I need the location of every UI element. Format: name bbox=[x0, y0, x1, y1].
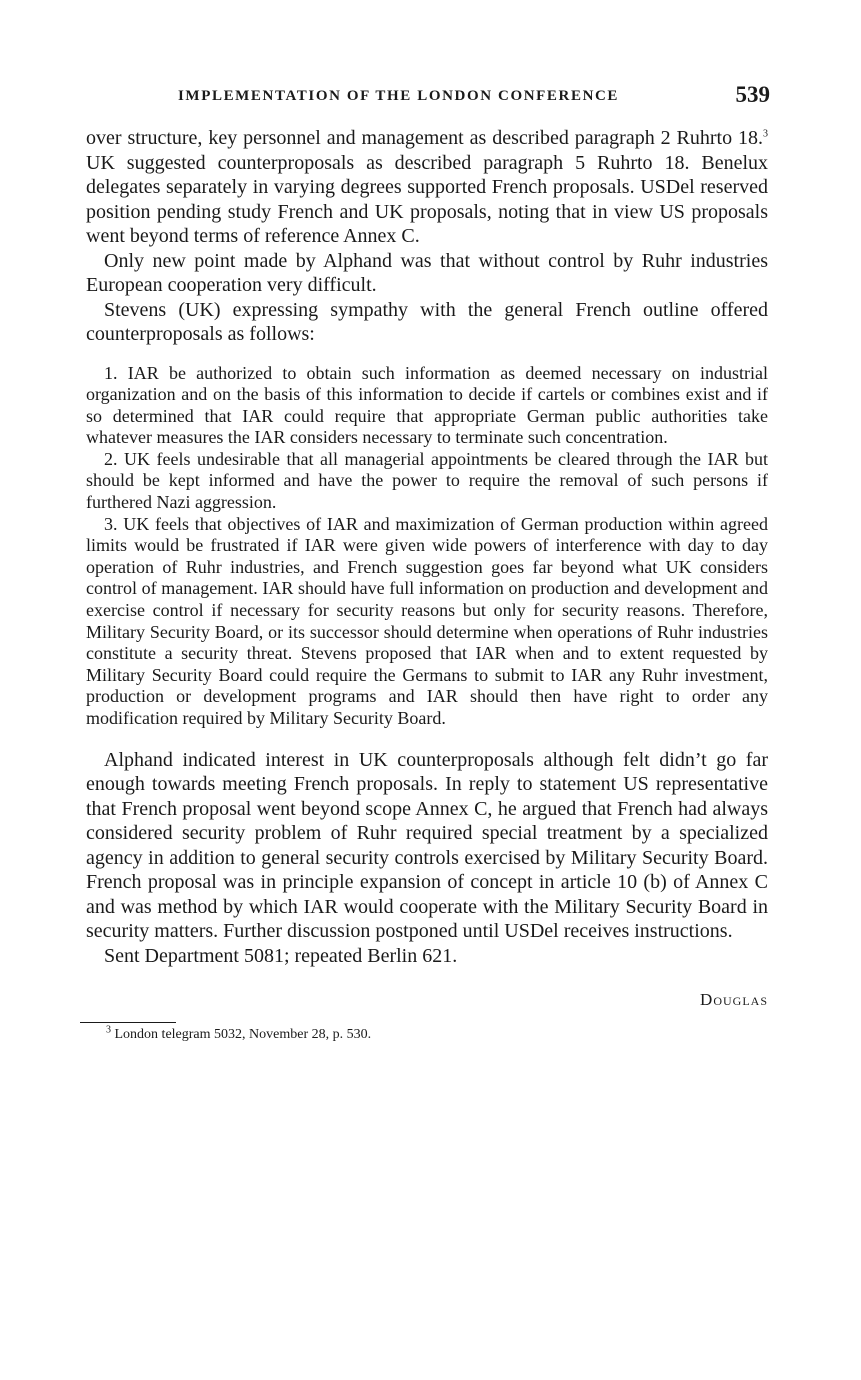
document-body bbox=[86, 126, 768, 1043]
page-header bbox=[84, 82, 774, 112]
counterproposal-item-3: 3. UK feels that objectives of IAR and maximization of German production within agreed limits would be frustrated if IAR were given wide powers of interference with day to day operation of Ruhr industries, and French suggestion goes far beyond what UK considers control of management. IAR should have full information on production and development and exercise control if necessary for security reasons but only for security reasons. Therefore, Military Security Board, or its successor should determine when operations of Ruhr industries constitute a security threat. Stevens proposed that IAR when and to extent requested by Military Security Board could require the Germans to submit to IAR any Ruhr investment, production or development programs and IAR should then have right to order any modification required by Military Security Board. bbox=[86, 513, 768, 728]
paragraph-1 bbox=[86, 126, 768, 249]
signature: Douglas bbox=[700, 990, 768, 1010]
counterproposal-item-2: 2. UK feels undesirable that all managerial appointments be cleared through the IAR but should be kept informed and have the power to require the removal of such persons if furthered Nazi aggression. bbox=[86, 448, 768, 513]
counterproposals-list bbox=[86, 363, 768, 730]
footnote-reference: 3 bbox=[763, 128, 768, 140]
page-number: 539 bbox=[735, 82, 770, 107]
paragraph-4: Alphand indicated interest in UK counterproposals although felt didn’t go far enough towards meeting French proposals. In reply to statement US representative that French proposal went beyond scope Annex C, he argued that French had always considered security problem of Ruhr required special treatment by a specialized agency in addition to general security controls exercised by Military Security Board. French proposal was in principle expansion of concept in article 10 (b) of Annex C and was method by which IAR would cooperate with the Military Security Board in security matters. Further discussion postponed until USDel receives instructions. bbox=[86, 748, 768, 943]
footnote-rule bbox=[80, 1022, 176, 1023]
footnote bbox=[86, 1024, 768, 1043]
running-head: IMPLEMENTATION OF THE LONDON CONFERENCE bbox=[178, 88, 620, 104]
paragraph-3: Stevens (UK) expressing sympathy with the general French outline offered counterproposals as follows: bbox=[86, 298, 768, 345]
paragraph-2: Only new point made by Alphand was that without control by Ruhr industries European cooperation very difficult. bbox=[86, 249, 768, 296]
paragraph-1-part-b: UK suggested counterproposals as described paragraph 5 Ruhrto 18. Benelux delegates separately in varying degrees supported French proposals. USDel reserved position pending study French and UK proposals, noting that in view US proposals went beyond terms of reference Annex C. bbox=[86, 151, 768, 247]
counterproposal-item-1: 1. IAR be authorized to obtain such information as deemed necessary on industrial organization and on the basis of this information to decide if cartels or combines exist and if so determined that IAR could require that appropriate German public authorities take whatever measures the IAR considers necessary to terminate such concentration. bbox=[86, 362, 768, 448]
footnote-marker: 3 bbox=[106, 1024, 111, 1036]
footnote-text: London telegram 5032, November 28, p. 530. bbox=[111, 1027, 372, 1043]
paragraph-1-part-a: over structure, key personnel and management as described paragraph 2 Ruhrto 18. bbox=[86, 127, 763, 149]
paragraph-5: Sent Department 5081; repeated Berlin 621. bbox=[104, 944, 458, 967]
